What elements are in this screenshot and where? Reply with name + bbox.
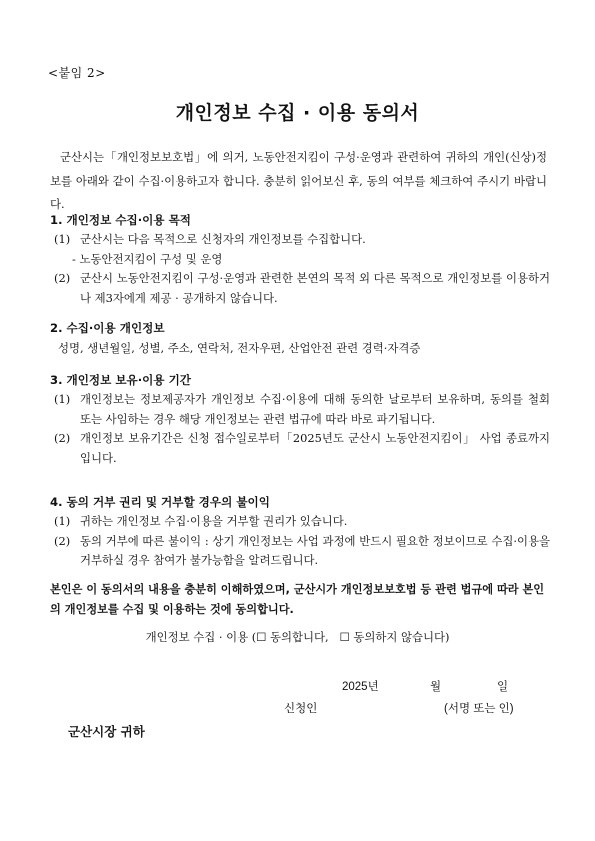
item-text: 귀하는 개인정보 수집·이용을 거부할 권리가 있습니다. <box>80 514 348 528</box>
section-purpose <box>50 210 550 308</box>
item-text: 군산시 노동안전지킴이 구성·운영과 관련한 본연의 목적 외 다른 목적으로 개인정보를 이용하거나 제3자에게 제공 · 공개하지 않습니다. <box>80 271 550 305</box>
item-number: (1) <box>54 232 71 246</box>
item-text: 개인정보 보유기간은 신청 접수일로부터「2025년도 군산시 노동안전지킴이」 사업 종료까지입니다. <box>80 431 550 465</box>
consent-choice-line <box>0 629 595 645</box>
agreement-statement: 본인은 이 동의서의 내용을 충분히 이해하였으며, 군산시가 개인정보보호법 등 관련 법규에 따라 본인의 개인정보를 수집 및 이용하는 것에 동의합니다. <box>50 583 545 616</box>
agree-checkbox[interactable]: ☐ <box>256 630 267 644</box>
item-text: 군산시는 다음 목적으로 신청자의 개인정보를 수집합니다. <box>80 232 366 246</box>
item-number: (2) <box>54 271 71 285</box>
date-month: 월 <box>430 681 442 693</box>
applicant-label: 신청인 <box>284 703 318 715</box>
item-number: (1) <box>54 392 71 406</box>
intro-paragraph <box>50 146 547 217</box>
date-year: 2025년 <box>342 681 379 693</box>
intro-text: 군산시는「개인정보보호법」에 의거, 노동안전지킴이 구성·운영과 관련하여 귀하의 개인(신상)정보를 아래와 같이 수집·이용하고자 합니다. 충분히 읽어보신 후, 동의 여부를 체크하여 주시기 바랍니다. <box>50 150 547 211</box>
section-heading: 4. 동의 거부 권리 및 거부할 경우의 불이익 <box>50 495 270 509</box>
recipient-line: 군산시장 귀하 <box>68 724 145 739</box>
section-collected-info <box>50 318 550 358</box>
section-heading: 2. 수집·이용 개인정보 <box>50 321 165 335</box>
item-text: 동의 거부에 따른 불이익 : 상기 개인정보는 사업 과정에 반드시 필요한 정보이므로 수집·이용을 거부하실 경우 참여가 불가능함을 알려드립니다. <box>80 533 550 567</box>
signature-hint: (서명 또는 인) <box>444 703 514 715</box>
item-number: (1) <box>54 514 71 528</box>
collected-items-text: 성명, 생년월일, 성별, 주소, 연락처, 전자우편, 산업안전 관련 경력·자격증 <box>58 341 421 355</box>
page-title: 개인정보 수집 · 이용 동의서 <box>175 102 420 124</box>
date-day: 일 <box>497 681 509 693</box>
attachment-label: <붙임 2> <box>48 66 106 80</box>
list-item <box>50 390 550 429</box>
list-item <box>50 269 550 308</box>
item-number: (2) <box>54 533 71 548</box>
section-refusal-rights <box>50 492 550 571</box>
sub-item: - 노동안전지킴이 구성 및 운영 <box>72 251 223 266</box>
list-item <box>50 230 550 250</box>
list-item <box>50 532 550 571</box>
item-number: (2) <box>54 431 71 445</box>
agree-label: 동의합니다, <box>266 630 329 644</box>
disagree-checkbox[interactable]: ☐ <box>339 630 350 644</box>
consent-prefix: 개인정보 수집 · 이용 ( <box>145 630 257 644</box>
section-heading: 3. 개인정보 보유·이용 기간 <box>50 373 191 387</box>
section-heading: 1. 개인정보 수집·이용 목적 <box>50 213 191 227</box>
section-retention-period <box>50 370 550 468</box>
disagree-label: 동의하지 않습니다) <box>349 630 450 644</box>
item-text: 개인정보는 정보제공자가 개인정보 수집·이용에 대해 동의한 날로부터 보유하며, 동의를 철회 또는 사임하는 경우 해당 개인정보는 관련 법규에 따라 바로 파기됩니다. <box>80 392 550 426</box>
list-item <box>50 512 550 532</box>
list-item <box>50 429 550 468</box>
